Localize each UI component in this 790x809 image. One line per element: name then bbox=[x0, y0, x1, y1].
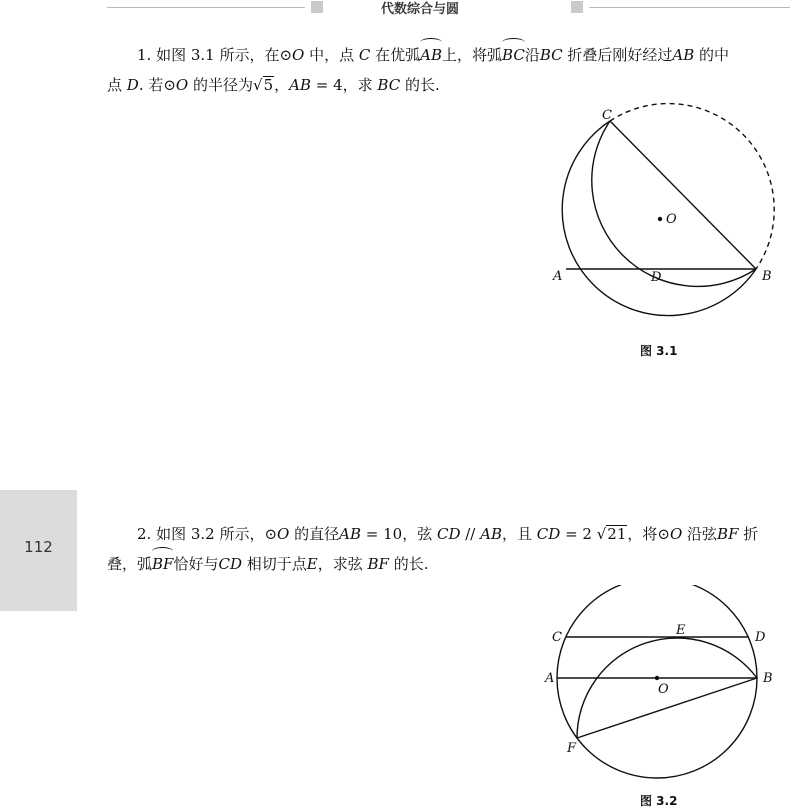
text-segment: CD bbox=[218, 555, 242, 573]
text-segment: C bbox=[358, 46, 371, 64]
text-segment: AB bbox=[339, 525, 361, 543]
problem-1-line-1 bbox=[107, 40, 790, 70]
figure-3-2-caption: 图 3.2 bbox=[640, 794, 678, 808]
text-segment: BF bbox=[367, 555, 389, 573]
text-segment: BC bbox=[502, 40, 525, 70]
text-segment: 叠，弧 bbox=[107, 555, 153, 573]
problem-2 bbox=[107, 519, 790, 579]
text-segment: 点 bbox=[107, 76, 127, 94]
header-rule-right bbox=[589, 7, 790, 8]
text-segment: CD bbox=[436, 525, 461, 543]
text-segment: = 10，弦 bbox=[361, 525, 437, 543]
text-segment: ，将⊙ bbox=[627, 525, 670, 543]
text-segment: 21 bbox=[607, 525, 627, 543]
text-segment: // bbox=[460, 525, 481, 543]
text-segment: 相切于点 bbox=[241, 555, 307, 573]
text-segment: 恰好与 bbox=[173, 555, 219, 573]
label-d: D bbox=[651, 270, 662, 285]
problem-2-line-2 bbox=[107, 549, 790, 579]
folded-arc-bc bbox=[592, 121, 756, 286]
text-segment: O bbox=[175, 76, 189, 94]
text-segment: . 若⊙ bbox=[138, 76, 176, 94]
figure-3-2 bbox=[540, 585, 780, 785]
text-segment: ， bbox=[274, 76, 290, 94]
text-segment: 沿 bbox=[524, 46, 540, 64]
figure-3-1-caption: 图 3.1 bbox=[640, 344, 678, 358]
text-segment: 的长. bbox=[400, 76, 440, 94]
text-segment: D bbox=[126, 76, 139, 94]
text-segment: 1. 如图 3.1 所示，在⊙ bbox=[137, 46, 293, 64]
text-segment: E bbox=[306, 555, 318, 573]
text-segment: 2. 如图 3.2 所示，⊙ bbox=[137, 525, 278, 543]
page-number: 112 bbox=[24, 538, 53, 556]
figure-3-1 bbox=[545, 100, 785, 335]
label-e: E bbox=[676, 623, 686, 638]
circle-o bbox=[557, 585, 757, 778]
problem-1-line-2 bbox=[107, 70, 790, 100]
label-d: D bbox=[755, 630, 766, 645]
header-square-left bbox=[311, 1, 323, 13]
text-segment: = 4，求 bbox=[310, 76, 378, 94]
text-segment: BF bbox=[717, 525, 739, 543]
text-segment: 的长. bbox=[388, 555, 429, 573]
center-dot-o bbox=[658, 217, 662, 221]
label-b: B bbox=[763, 671, 773, 686]
text-segment: 的半径为√ bbox=[188, 76, 263, 94]
center-dot-o bbox=[655, 676, 659, 680]
label-c: C bbox=[602, 108, 612, 123]
header-square-right bbox=[571, 1, 583, 13]
text-segment: 上，将弧 bbox=[442, 46, 503, 64]
circle-o-dashed-arc bbox=[610, 104, 774, 269]
text-segment: BC bbox=[377, 76, 401, 94]
text-segment: ，且 bbox=[502, 525, 537, 543]
text-segment: 折 bbox=[738, 525, 759, 543]
text-segment: AB bbox=[420, 40, 442, 70]
text-segment: AB bbox=[672, 46, 695, 64]
text-segment: 的中 bbox=[694, 46, 730, 64]
text-segment: 在优弧 bbox=[370, 46, 421, 64]
text-segment: 的直径 bbox=[289, 525, 340, 543]
running-header-title: 代数综合与圆 bbox=[380, 2, 459, 17]
text-segment: AB bbox=[480, 525, 502, 543]
label-a: A bbox=[545, 671, 555, 686]
text-segment: 沿弦 bbox=[682, 525, 718, 543]
text-segment: O bbox=[292, 46, 305, 64]
text-segment: O bbox=[277, 525, 290, 543]
label-b: B bbox=[762, 269, 772, 284]
problem-2-text-2 bbox=[107, 555, 428, 573]
text-segment: ，求弦 bbox=[317, 555, 368, 573]
text-segment: 5 bbox=[263, 76, 274, 94]
label-a: A bbox=[553, 269, 563, 284]
problem-2-line-1 bbox=[107, 519, 790, 549]
text-segment: 折叠后刚好经过 bbox=[562, 46, 673, 64]
chord-bc bbox=[610, 121, 756, 269]
problem-1-text-1 bbox=[137, 46, 729, 64]
label-o: O bbox=[666, 212, 677, 227]
label-f: F bbox=[567, 741, 577, 756]
problem-1-text-2 bbox=[107, 76, 440, 94]
label-o: O bbox=[658, 682, 669, 697]
text-segment: BC bbox=[539, 46, 563, 64]
problem-1 bbox=[107, 40, 790, 100]
header-rule-left bbox=[107, 7, 305, 8]
text-segment: AB bbox=[289, 76, 311, 94]
text-segment: 中，点 bbox=[304, 46, 359, 64]
text-segment: CD bbox=[536, 525, 561, 543]
problem-2-text-1 bbox=[137, 525, 758, 543]
text-segment: O bbox=[669, 525, 683, 543]
text-segment: BF bbox=[152, 549, 173, 579]
text-segment: = 2 √ bbox=[560, 525, 607, 543]
label-c: C bbox=[552, 630, 562, 645]
